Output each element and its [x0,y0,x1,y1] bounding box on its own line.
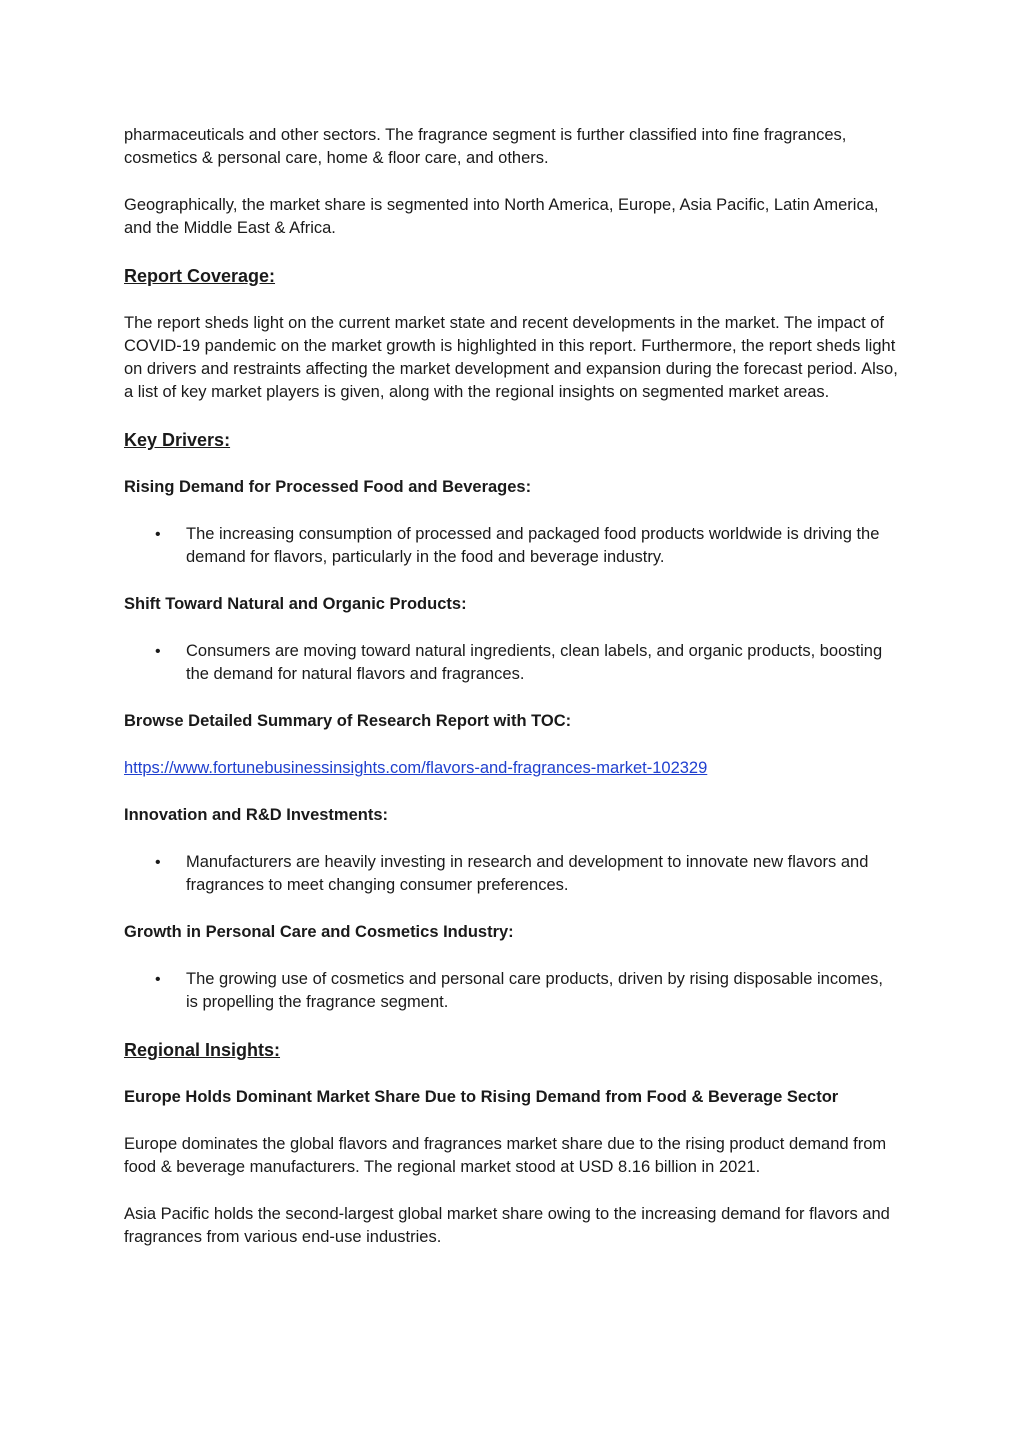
driver-bullet-list [124,523,899,569]
list-item [124,968,899,1014]
key-drivers-heading: Key Drivers: [124,430,231,450]
europe-subheading: Europe Holds Dominant Market Share Due to Rising Demand from Food & Beverage Sector [124,1088,839,1106]
segment-paragraph: pharmaceuticals and other sectors. The fragrance segment is further classified into fine fragrances, cosmetics & personal care, home & floor care, and others. [124,126,847,167]
driver-bullet-list [124,640,899,686]
list-item [124,851,899,897]
bullet-icon: • [155,526,161,543]
driver-title: Shift Toward Natural and Organic Products: [124,595,467,613]
list-item [124,640,899,686]
bullet-icon: • [155,971,161,988]
bullet-icon: • [155,854,161,871]
regional-insights-heading: Regional Insights: [124,1040,281,1060]
report-link[interactable]: https://www.fortunebusinessinsights.com/flavors-and-fragrances-market-102329 [124,759,708,777]
driver-title: Growth in Personal Care and Cosmetics Industry: [124,923,514,941]
driver-bullet-text: The increasing consumption of processed and packaged food products worldwide is driving the demand for flavors, particularly in the food and beverage industry. [186,525,880,566]
report-coverage-heading: Report Coverage: [124,266,276,286]
driver-bullet-list [124,968,899,1014]
driver-bullet-text: The growing use of cosmetics and personal care products, driven by rising disposable incomes, is propelling the fragrance segment. [186,970,884,1011]
driver-bullet-text: Manufacturers are heavily investing in research and development to innovate new flavors and fragrances to meet changing consumer preferences. [186,853,869,894]
list-item [124,523,899,569]
europe-paragraph: Europe dominates the global flavors and fragrances market share due to the rising product demand from food & beverage manufacturers. The regional market stood at USD 8.16 billion in 2021. [124,1135,887,1176]
report-coverage-paragraph: The report sheds light on the current market state and recent developments in the market. The impact of COVID-19 pandemic on the market growth is highlighted in this report. Furthermore, the report sheds light on drivers and restraints affecting the market development and expansion during the forecast period. Also, a list of key market players is given, along with the regional insights on segmented market areas. [124,314,898,401]
driver-title: Rising Demand for Processed Food and Beverages: [124,478,532,496]
driver-bullet-text: Consumers are moving toward natural ingredients, clean labels, and organic products, boosting the demand for natural flavors and fragrances. [186,642,883,683]
geography-paragraph: Geographically, the market share is segmented into North America, Europe, Asia Pacific, Latin America, and the Middle East & Africa. [124,196,879,237]
document-body [124,124,899,1273]
browse-summary-title: Browse Detailed Summary of Research Report with TOC: [124,712,572,730]
asia-pacific-paragraph: Asia Pacific holds the second-largest global market share owing to the increasing demand for flavors and fragrances from various end-use industries. [124,1205,890,1246]
bullet-icon: • [155,643,161,660]
driver-title: Innovation and R&D Investments: [124,806,389,824]
driver-bullet-list [124,851,899,897]
